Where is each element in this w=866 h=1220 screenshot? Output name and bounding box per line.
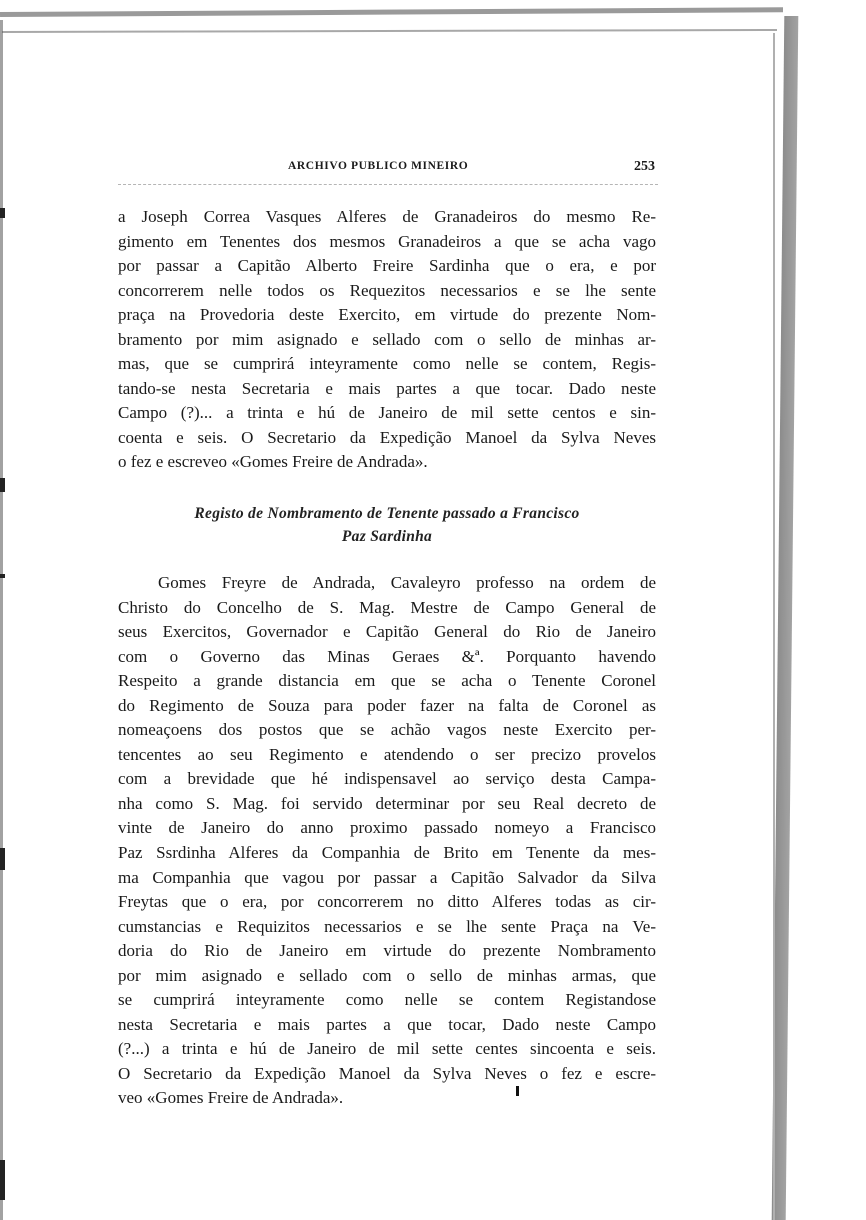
header-rule [118,184,658,185]
text-line: veo «Gomes Freire de Andrada». [118,1088,344,1108]
print-artifact-mark [516,1086,519,1096]
running-head [118,160,655,180]
text-line: O Secretario da Expedição Manoel da Sylva Neves o fez e escre- [118,1063,656,1083]
section-title-line: Registo de Nombramento de Tenente passado a Francisco [194,505,580,522]
text-line: cumstancias e Requizitos necessarios e se lhe sente Praça na Ve- [118,916,656,936]
text-line: gimento em Tenentes dos mesmos Granadeiros a que se acha vago [118,231,656,251]
text-line: o fez e escreveo «Gomes Freire de Andrada». [118,452,428,472]
paragraph-2 [118,571,656,1111]
text-line: com a brevidade que hé indispensavel ao serviço desta Campa- [118,769,656,789]
text-line: tencentes ao seu Regimento e atendendo o ser precizo provelos [118,744,656,764]
text-line: Christo do Concelho de S. Mag. Mestre de Campo General de [118,597,656,617]
text-line: nesta Secretaria e mais partes a que tocar, Dado neste Campo [118,1014,656,1034]
paragraph-1 [118,205,656,475]
text-line: nha como S. Mag. foi servido determinar por seu Real decreto de [118,793,656,813]
text-line: concorrerem nelle todos os Requezitos necessarios e se lhe sente [118,280,656,300]
text-line: mas, que se cumprirá inteyramente como nelle se contem, Regis- [118,354,656,374]
text-line: seus Exercitos, Governador e Capitão General do Rio de Janeiro [118,622,656,642]
text-line: com o Governo das Minas Geraes &ª. Porquanto havendo [118,646,656,666]
text-line: tando-se nesta Secretaria e mais partes a que tocar. Dado neste [118,378,656,398]
page-number: 253 [634,159,655,174]
text-line: ma Companhia que vagou por passar a Capitão Salvador da Silva [118,867,656,887]
text-line: Paz Ssrdinha Alferes da Companhia de Brito em Tenente da mes- [118,843,656,863]
text-line: doria do Rio de Janeiro em virtude do prezente Nombramento [118,941,656,961]
text-line: vinte de Janeiro do anno proximo passado nomeyo a Francisco [118,818,656,838]
section-title-line: Paz Sardinha [341,528,433,545]
text-line: (?...) a trinta e hú de Janeiro de mil sette centes sincoenta e seis. [118,1039,656,1059]
text-line: Gomes Freyre de Andrada, Cavaleyro professo na ordem de [158,573,656,592]
text-line: bramento por mim asignado e sellado com o sello de minhas ar- [118,329,656,349]
text-line: nomeaçoens dos postos que se achão vagos neste Exercito per- [118,720,656,740]
text-line: Freytas que o era, por concorrerem no ditto Alferes todas as cir- [118,892,656,912]
text-line: coenta e seis. O Secretario da Expedição Manoel da Sylva Neves [118,427,656,447]
text-line: por mim asignado e sellado com o sello de minhas armas, que [118,965,656,985]
text-line: praça na Provedoria deste Exercito, em virtude do prezente Nom- [118,305,656,325]
text-line: Respeito a grande distancia em que se acha o Tenente Coronel [118,671,656,691]
text-line: se cumprirá inteyramente como nelle se contem Registandose [118,990,656,1010]
text-line: por passar a Capitão Alberto Freire Sardinha que o era, e por [118,256,656,276]
text-line: Campo (?)... a trinta e hú de Janeiro de mil sette centos e sin- [118,403,656,423]
section-title [118,502,656,548]
running-title: ARCHIVO PUBLICO MINEIRO [288,160,469,172]
text-line: a Joseph Correa Vasques Alferes de Granadeiros do mesmo Re- [118,207,656,226]
text-line: do Regimento de Souza para poder fazer na falta de Coronel as [118,695,656,715]
